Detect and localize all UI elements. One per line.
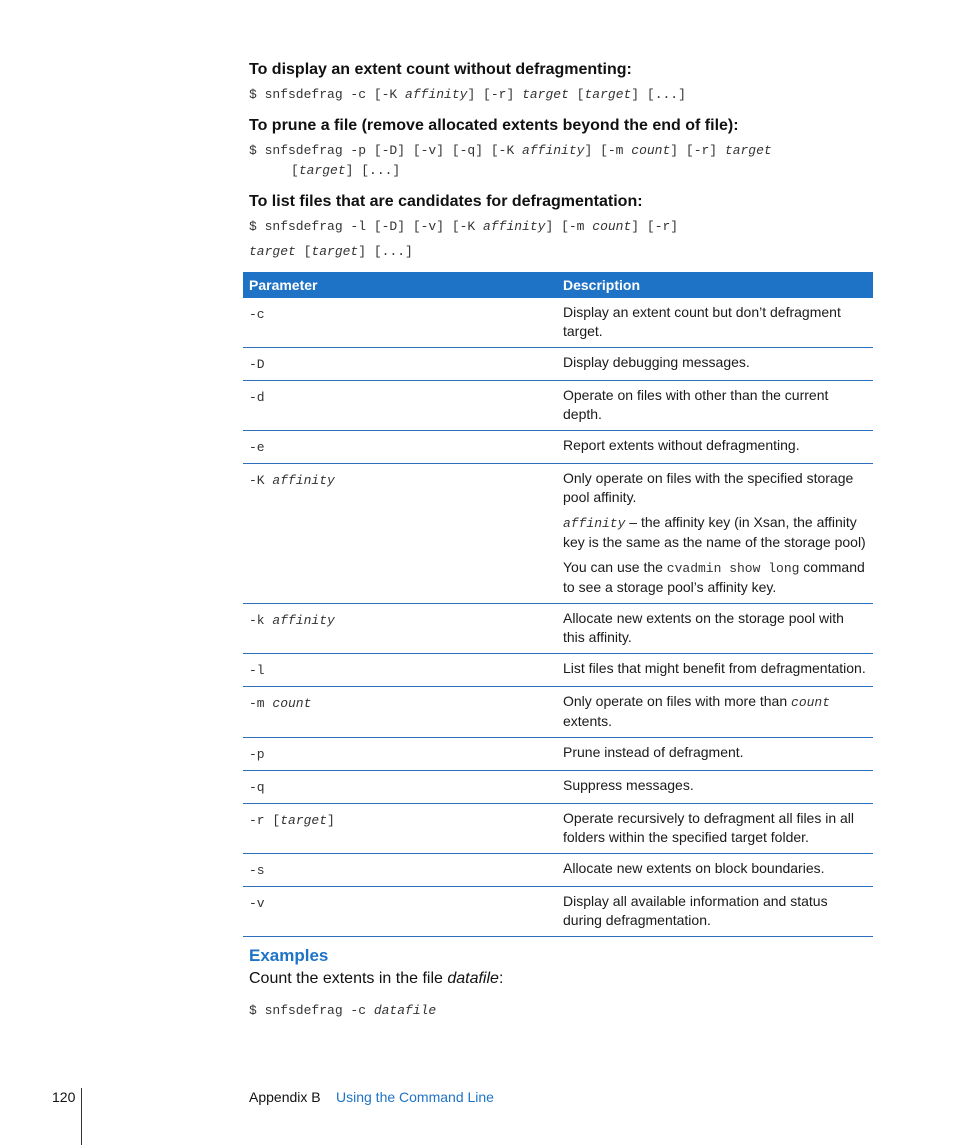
footer-chapter-title: Using the Command Line xyxy=(336,1089,494,1105)
description-text: Prune instead of defragment. xyxy=(563,744,744,760)
parameter-segment: -k xyxy=(249,613,273,628)
inline-code: count xyxy=(791,695,831,710)
parameter-cell xyxy=(243,381,557,431)
table-row xyxy=(243,431,873,464)
description-cell xyxy=(557,604,873,654)
description-text: You can use the xyxy=(563,559,667,575)
parameter-segment: -q xyxy=(249,780,265,795)
description-paragraph xyxy=(563,659,867,678)
description-text: Display an extent count but don’t defragment target. xyxy=(563,304,841,339)
parameter-cell xyxy=(243,348,557,381)
description-text: extents. xyxy=(563,713,613,729)
parameter-cell xyxy=(243,887,557,937)
parameter-segment: -c xyxy=(249,307,265,322)
description-paragraph xyxy=(563,892,867,930)
code-segment: affinity xyxy=(405,87,468,102)
description-paragraph xyxy=(563,353,867,372)
inline-code: affinity xyxy=(563,516,626,531)
code-segment: datafile xyxy=(373,1003,437,1018)
code-prune-line1 xyxy=(249,143,772,158)
parameter-segment: target xyxy=(280,813,328,828)
parameter-cell xyxy=(243,298,557,348)
description-text: Only operate on files with the specified storage pool affinity. xyxy=(563,470,854,505)
parameter-segment: -s xyxy=(249,863,265,878)
description-text: Allocate new extents on block boundaries. xyxy=(563,860,825,876)
parameter-flag xyxy=(249,692,311,713)
heading-list-candidates: To list files that are candidates for defragmentation: xyxy=(249,193,643,210)
description-text: Suppress messages. xyxy=(563,777,694,793)
table-row xyxy=(243,687,873,738)
code-segment: $ snfsdefrag -p [-D] [-v] [-q] [-K xyxy=(249,143,523,158)
header-parameter: Parameter xyxy=(243,272,557,298)
code-segment: [ xyxy=(295,244,312,259)
page-number: 120 xyxy=(52,1089,76,1105)
description-text: – the affinity key (in Xsan, the affinity key is the same as the name of the storage pool) xyxy=(563,514,866,550)
parameter-segment: -l xyxy=(249,663,265,678)
parameter-flag xyxy=(249,859,265,880)
parameter-cell xyxy=(243,687,557,738)
description-paragraph xyxy=(563,692,867,731)
parameter-cell xyxy=(243,604,557,654)
examples-heading: Examples xyxy=(249,946,329,965)
description-cell xyxy=(557,381,873,431)
description-text: Allocate new extents on the storage pool with this affinity. xyxy=(563,610,844,645)
code-segment: ] [...] xyxy=(358,244,413,259)
code-list-line1 xyxy=(249,219,678,234)
examples-text-prefix: Count the extents in the file xyxy=(249,970,448,987)
table-row xyxy=(243,804,873,854)
parameter-cell xyxy=(243,804,557,854)
parameter-segment: -v xyxy=(249,896,265,911)
description-text: List files that might benefit from defragmentation. xyxy=(563,660,866,676)
examples-text-italic: datafile xyxy=(447,970,499,987)
parameter-flag xyxy=(249,609,335,630)
code-segment: target xyxy=(298,163,346,178)
code-segment: count xyxy=(592,219,632,234)
code-segment: ] [-r] xyxy=(467,87,523,102)
parameter-flag xyxy=(249,436,265,457)
description-paragraph xyxy=(563,469,867,507)
description-cell xyxy=(557,348,873,381)
code-segment: ] [...] xyxy=(345,163,401,178)
description-cell xyxy=(557,687,873,738)
code-segment: target xyxy=(249,244,296,259)
description-cell xyxy=(557,738,873,771)
parameter-segment: affinity xyxy=(272,473,335,488)
parameter-cell xyxy=(243,854,557,887)
description-text: Operate on files with other than the current depth. xyxy=(563,387,829,422)
table-row xyxy=(243,464,873,604)
parameter-segment: -d xyxy=(249,390,265,405)
parameter-cell xyxy=(243,654,557,687)
code-prune-line2 xyxy=(291,163,400,178)
table-row xyxy=(243,771,873,804)
inline-code: cvadmin show long xyxy=(666,561,800,576)
table-row xyxy=(243,348,873,381)
parameter-segment: -r [ xyxy=(249,813,281,828)
description-text: Display debugging messages. xyxy=(563,354,750,370)
description-cell xyxy=(557,431,873,464)
code-segment: [ xyxy=(568,87,585,102)
parameter-flag xyxy=(249,303,265,324)
code-segment: ] [...] xyxy=(631,87,686,102)
parameter-segment: -m xyxy=(249,696,273,711)
code-segment: ] [-r] xyxy=(670,143,725,158)
description-cell xyxy=(557,854,873,887)
parameter-table xyxy=(243,272,873,937)
description-paragraph xyxy=(563,859,867,878)
code-segment: target xyxy=(311,244,359,259)
parameter-flag xyxy=(249,469,335,490)
parameter-flag xyxy=(249,353,265,374)
table-row xyxy=(243,381,873,431)
code-segment: target xyxy=(724,143,772,158)
heading-prune-file: To prune a file (remove allocated extents beyond the end of file): xyxy=(249,117,739,134)
table-row xyxy=(243,738,873,771)
description-text: command to see a storage pool’s affinity key. xyxy=(563,559,865,595)
heading-display-extent: To display an extent count without defragmenting: xyxy=(249,61,632,78)
description-cell xyxy=(557,464,873,604)
table-row xyxy=(243,854,873,887)
description-cell xyxy=(557,298,873,348)
description-text: Only operate on files with more than xyxy=(563,693,792,709)
code-segment: affinity xyxy=(522,143,585,158)
parameter-segment: -D xyxy=(249,357,265,372)
code-segment: ] [-m xyxy=(584,143,632,158)
parameter-flag xyxy=(249,659,265,680)
parameter-segment: -e xyxy=(249,440,265,455)
footer-appendix: Appendix B xyxy=(249,1089,321,1105)
parameter-cell xyxy=(243,738,557,771)
code-segment: $ snfsdefrag -c xyxy=(249,1003,374,1018)
parameter-flag xyxy=(249,776,265,797)
parameter-segment: ] xyxy=(327,813,335,828)
description-paragraph xyxy=(563,303,867,341)
code-display-extent xyxy=(249,87,686,102)
parameter-segment: -K xyxy=(249,473,273,488)
description-cell xyxy=(557,887,873,937)
table-row xyxy=(243,887,873,937)
description-paragraph xyxy=(563,558,867,597)
table-row xyxy=(243,298,873,348)
description-cell xyxy=(557,654,873,687)
code-segment: ] [-m xyxy=(545,219,593,234)
examples-text xyxy=(249,970,503,988)
code-example xyxy=(249,1003,436,1018)
parameter-segment: count xyxy=(272,696,312,711)
description-paragraph xyxy=(563,743,867,762)
description-paragraph xyxy=(563,776,867,795)
description-paragraph xyxy=(563,513,867,552)
table-header-row xyxy=(243,272,873,298)
parameter-flag xyxy=(249,809,335,830)
description-paragraph xyxy=(563,609,867,647)
header-description: Description xyxy=(557,272,873,298)
parameter-segment: -p xyxy=(249,747,265,762)
parameter-flag xyxy=(249,892,265,913)
description-cell xyxy=(557,771,873,804)
table-row xyxy=(243,654,873,687)
parameter-flag xyxy=(249,743,265,764)
parameter-cell xyxy=(243,431,557,464)
code-segment: affinity xyxy=(483,219,546,234)
parameter-cell xyxy=(243,464,557,604)
description-cell xyxy=(557,804,873,854)
code-list-line2 xyxy=(249,244,413,259)
examples-text-suffix: : xyxy=(498,970,504,987)
code-segment: $ snfsdefrag -l [-D] [-v] [-K xyxy=(249,219,484,234)
description-text: Display all available information and status during defragmentation. xyxy=(563,893,828,928)
code-segment: count xyxy=(631,143,671,158)
description-paragraph xyxy=(563,436,867,455)
table-row xyxy=(243,604,873,654)
code-segment: target xyxy=(522,87,569,102)
code-segment: ] [-r] xyxy=(631,219,679,234)
code-segment: $ snfsdefrag -c [-K xyxy=(249,87,406,102)
code-segment: target xyxy=(584,87,632,102)
description-text: Operate recursively to defragment all files in all folders within the specified target folder. xyxy=(563,810,855,845)
parameter-flag xyxy=(249,386,265,407)
code-segment: [ xyxy=(291,163,299,178)
description-text: Report extents without defragmenting. xyxy=(563,437,800,453)
parameter-cell xyxy=(243,771,557,804)
footer-divider xyxy=(81,1088,82,1145)
description-paragraph xyxy=(563,386,867,424)
parameter-segment: affinity xyxy=(272,613,335,628)
table-body xyxy=(243,298,873,937)
description-paragraph xyxy=(563,809,867,847)
